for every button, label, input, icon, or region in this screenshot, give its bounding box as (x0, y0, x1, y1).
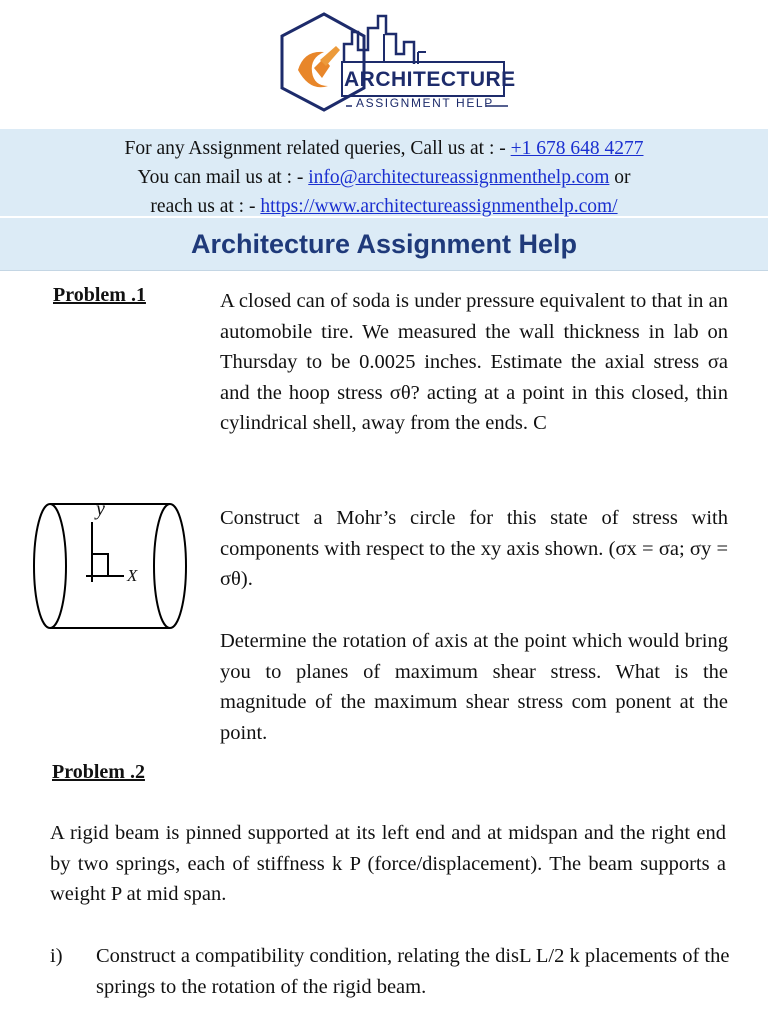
logo-wordmark: ARCHITECTURE (344, 68, 516, 91)
contact-line-phone (0, 134, 768, 163)
problem-1-paragraph-3: Determine the rotation of axis at the point which would bring you to planes of maximum shear stress. What is the magnitude of the maximum shear stress com ponent at the point. (220, 630, 728, 744)
contact-line-email (0, 163, 768, 192)
problem-2-paragraph: A rigid beam is pinned supported at its left end and at midspan and the right end by two springs, each of stiffness k P (force/displacement). The beam supports a weight P at mid span. (50, 822, 726, 905)
problem-1-heading: Problem .1 (53, 284, 146, 306)
figure-y-label: y (96, 498, 105, 520)
contact-band (0, 129, 768, 216)
problem-1-paragraph-2: Construct a Mohr’s circle for this state of stress with components with respect to the xy axis shown. (σx = σa; σy = σθ). (220, 507, 728, 590)
website-link[interactable]: https://www.architectureassignmenthelp.com/ (260, 196, 618, 217)
cylinder-figure (30, 500, 200, 634)
website-prefix: reach us at : - (150, 196, 261, 217)
list-item-number: i) (50, 945, 63, 967)
phone-link[interactable]: +1 678 648 4277 (510, 138, 644, 159)
list-item (50, 941, 750, 1005)
phone-prefix: For any Assignment related queries, Call us at : - (124, 138, 511, 159)
email-prefix: You can mail us at : - (137, 167, 309, 188)
problem-2-heading: Problem .2 (52, 761, 145, 783)
figure-x-label: X (127, 566, 138, 585)
email-suffix: or (609, 167, 631, 188)
logo-subtitle: ASSIGNMENT HELP (356, 96, 494, 110)
email-link[interactable]: info@architectureassignmenthelp.com (308, 167, 610, 188)
problem-1-paragraph-1: A closed can of soda is under pressure equivalent to that in an automobile tire. We measured the wall thickness in lab on Thursday to be 0.0025 inches. Estimate the axial stress σa and the hoop stress σθ? acting at a point in this closed, thin cylindrical shell, away from the ends. C (220, 290, 728, 434)
list-item-text: Construct a compatibility condition, relating the disL L/2 k placements of the springs to the rotation of the rigid beam. (96, 945, 730, 998)
contact-line-website (0, 192, 768, 221)
page-title: Architecture Assignment Help (0, 218, 768, 271)
logo-header (0, 0, 768, 128)
